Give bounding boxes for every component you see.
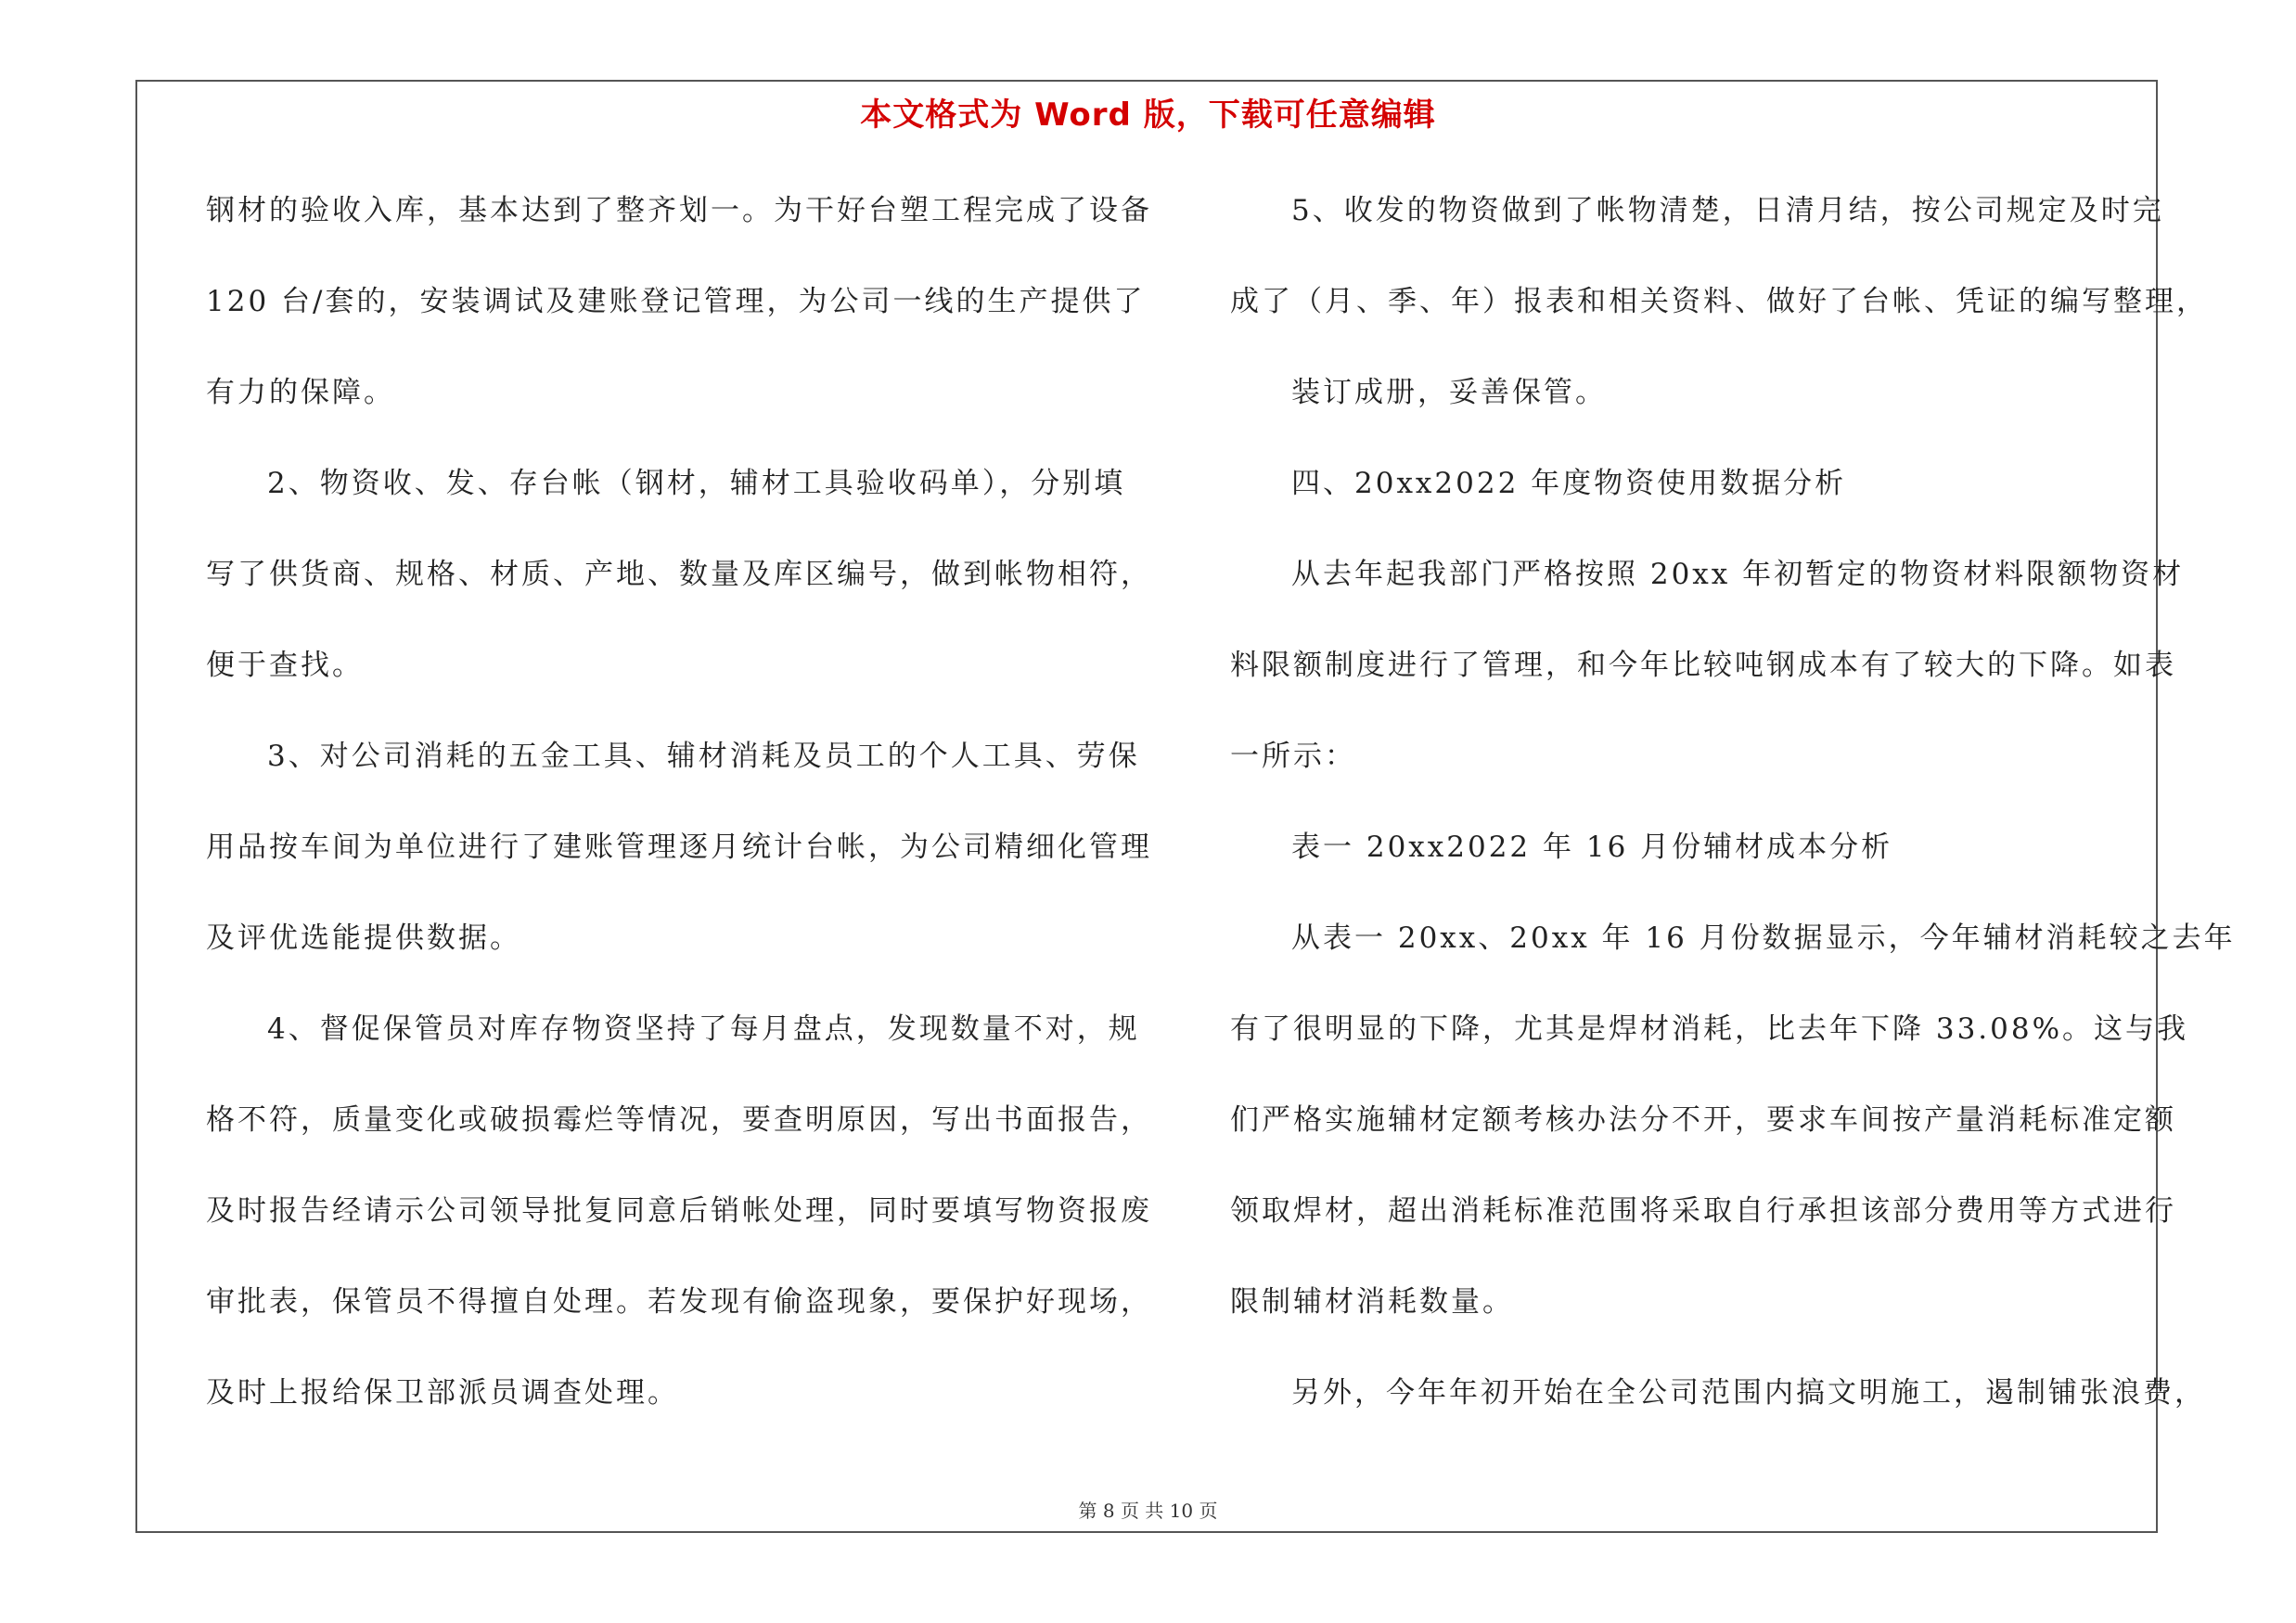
right-column [1230, 182, 2236, 1455]
text-line: 5、收发的物资做到了帐物清楚，日清月结，按公司规定及时完 [1291, 194, 2164, 227]
text-line: 便于查找。 [206, 649, 364, 682]
text-line: 用品按车间为单位进行了建账管理逐月统计台帐，为公司精细化管理 [206, 831, 1152, 864]
text-line: 审批表，保管员不得擅自处理。若发现有偷盗现象，要保护好现场， [206, 1285, 1152, 1319]
text-line: 120 台/套的，安装调试及建账登记管理，为公司一线的生产提供了 [206, 285, 1146, 318]
text-line: 一所示： [1230, 740, 1356, 773]
section-heading: 四、20xx2022 年度物资使用数据分析 [1291, 467, 1847, 500]
text-line: 领取焊材，超出消耗标准范围将采取自行承担该部分费用等方式进行 [1230, 1194, 2176, 1228]
left-column [206, 182, 1152, 1455]
text-line: 料限额制度进行了管理，和今年比较吨钢成本有了较大的下降。如表 [1230, 649, 2176, 682]
text-line: 钢材的验收入库，基本达到了整齐划一。为干好台塑工程完成了设备 [206, 194, 1152, 227]
format-banner: 本文格式为 Word 版，下载可任意编辑 [860, 97, 1436, 134]
text-line: 有力的保障。 [206, 376, 395, 409]
table-caption: 表一 20xx2022 年 16 月份辅材成本分析 [1291, 831, 1893, 864]
text-line: 装订成册，妥善保管。 [1291, 376, 1607, 409]
text-line: 及时报告经请示公司领导批复同意后销帐处理，同时要填写物资报废 [206, 1194, 1152, 1228]
text-line: 成了（月、季、年）报表和相关资料、做好了台帐、凭证的编写整理， [1230, 285, 2208, 318]
text-line: 有了很明显的下降，尤其是焊材消耗，比去年下降 33.08%。这与我 [1230, 1012, 2189, 1046]
text-line: 写了供货商、规格、材质、产地、数量及库区编号，做到帐物相符， [206, 558, 1152, 591]
text-line: 限制辅材消耗数量。 [1230, 1285, 1514, 1319]
text-line: 另外，今年年初开始在全公司范围内搞文明施工，遏制铺张浪费， [1291, 1376, 2206, 1410]
text-line: 从表一 20xx、20xx 年 16 月份数据显示，今年辅材消耗较之去年 [1291, 921, 2236, 955]
text-line: 3、对公司消耗的五金工具、辅材消耗及员工的个人工具、劳保 [267, 740, 1140, 773]
text-line: 2、物资收、发、存台帐（钢材，辅材工具验收码单），分别填 [267, 467, 1126, 500]
text-line: 及评优选能提供数据。 [206, 921, 521, 955]
text-line: 及时上报给保卫部派员调查处理。 [206, 1376, 679, 1410]
text-line: 4、督促保管员对库存物资坚持了每月盘点，发现数量不对，规 [267, 1012, 1140, 1046]
text-line: 格不符，质量变化或破损霉烂等情况，要查明原因，写出书面报告， [206, 1103, 1152, 1137]
text-line: 从去年起我部门严格按照 20xx 年初暂定的物资材料限额物资材 [1291, 558, 2185, 591]
page-number: 第 8 页 共 10 页 [1078, 1500, 1218, 1522]
text-line: 们严格实施辅材定额考核办法分不开，要求车间按产量消耗标准定额 [1230, 1103, 2176, 1137]
